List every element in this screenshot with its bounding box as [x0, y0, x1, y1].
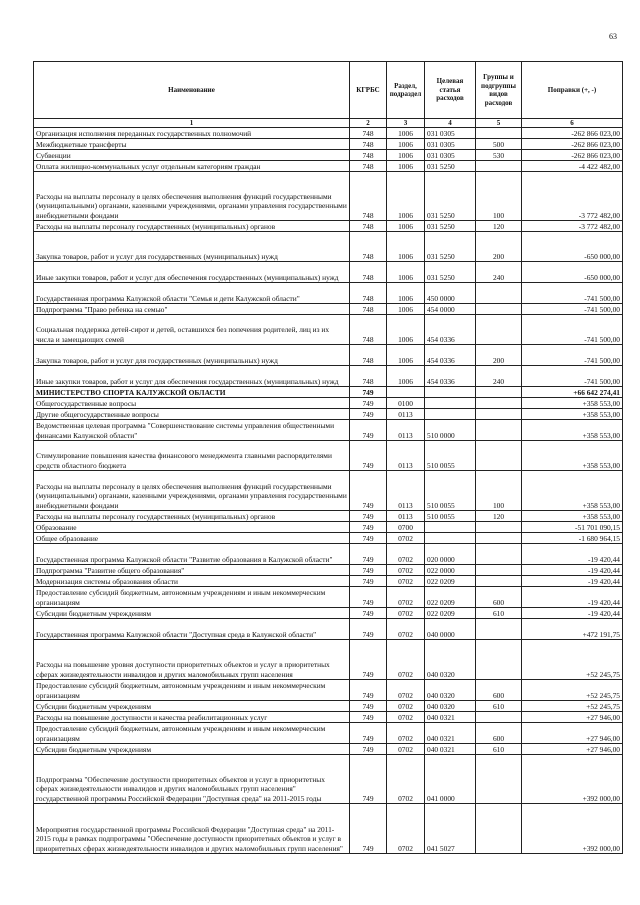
table-row: [34, 804, 623, 854]
row-article: [425, 387, 476, 398]
row-name: Расходы на выплаты персоналу государственных (муниципальных) органов: [34, 221, 350, 232]
row-name: Закупка товаров, работ и услуг для государственных (муниципальных) нужд: [34, 345, 350, 366]
row-article: 040 0320: [425, 680, 476, 701]
row-name: Субсидии бюджетным учреждениям: [34, 701, 350, 712]
row-section: 0702: [387, 755, 425, 804]
row-kgrbs: 749: [350, 544, 387, 565]
row-name: Подпрограмма "Обеспечение доступности приоритетных объектов и услуг в приоритетных сферах жизнедеятельности инвалидов и других маломобильных групп населения" государственной программы Российской Федерации "Доступная среда" на 2011-2015 годы: [34, 755, 350, 804]
table-row: [34, 640, 623, 680]
row-kgrbs: 749: [350, 723, 387, 744]
row-article: 022 0209: [425, 576, 476, 587]
row-name: Организация исполнения переданных государственных полномочий: [34, 128, 350, 139]
row-amount: -741 500,00: [522, 315, 623, 345]
row-group: [476, 161, 522, 172]
table-row: [34, 533, 623, 544]
row-amount: -3 772 482,00: [522, 221, 623, 232]
row-article: 031 5250: [425, 221, 476, 232]
row-article: 510 0055: [425, 441, 476, 471]
row-section: 0702: [387, 544, 425, 565]
table-row: [34, 315, 623, 345]
row-section: 0702: [387, 619, 425, 640]
table-row: [34, 755, 623, 804]
row-group: [476, 409, 522, 420]
row-article: 031 5250: [425, 161, 476, 172]
row-name: Иные закупки товаров, работ и услуг для обеспечения государственных (муниципальных) нужд: [34, 262, 350, 283]
row-article: 510 0055: [425, 511, 476, 522]
row-section: 0113: [387, 409, 425, 420]
row-article: 031 0305: [425, 128, 476, 139]
row-name: Стимулирование повышения качества финансового менеджмента главными распорядителями средств областного бюджета: [34, 441, 350, 471]
row-kgrbs: 749: [350, 744, 387, 755]
row-kgrbs: 749: [350, 755, 387, 804]
column-number: 1: [34, 119, 350, 128]
table-row: [34, 304, 623, 315]
row-article: 031 5250: [425, 262, 476, 283]
row-kgrbs: 748: [350, 345, 387, 366]
row-section: 0702: [387, 608, 425, 619]
table-row: [34, 262, 623, 283]
row-kgrbs: 749: [350, 565, 387, 576]
row-kgrbs: 748: [350, 315, 387, 345]
row-kgrbs: 749: [350, 441, 387, 471]
table-row: [34, 619, 623, 640]
row-amount: +27 946,00: [522, 723, 623, 744]
row-group: [476, 640, 522, 680]
row-name: Расходы на повышение уровня доступности приоритетных объектов и услуг в приоритетных сферах жизнедеятельности инвалидов и других маломобильных групп населения: [34, 640, 350, 680]
row-article: 022 0209: [425, 587, 476, 608]
row-section: 0100: [387, 398, 425, 409]
row-section: 0702: [387, 565, 425, 576]
row-kgrbs: 749: [350, 471, 387, 511]
row-kgrbs: 749: [350, 533, 387, 544]
row-article: 040 0321: [425, 712, 476, 723]
row-amount: -51 701 090,15: [522, 522, 623, 533]
row-group: [476, 544, 522, 565]
row-article: 450 0000: [425, 283, 476, 304]
row-name: Образование: [34, 522, 350, 533]
row-group: 240: [476, 262, 522, 283]
row-amount: +358 553,00: [522, 441, 623, 471]
row-article: 040 0321: [425, 723, 476, 744]
row-article: 510 0000: [425, 420, 476, 441]
row-name: Социальная поддержка детей-сирот и детей, оставшихся без попечения родителей, лиц из их числа и замещающих семей: [34, 315, 350, 345]
table-row: [34, 139, 623, 150]
row-name: Государственная программа Калужской области "Развитие образования в Калужской области": [34, 544, 350, 565]
row-amount: -650 000,00: [522, 232, 623, 262]
row-article: 022 0000: [425, 565, 476, 576]
row-amount: +358 553,00: [522, 409, 623, 420]
row-kgrbs: 749: [350, 619, 387, 640]
row-group: 610: [476, 701, 522, 712]
row-group: 200: [476, 232, 522, 262]
row-group: [476, 712, 522, 723]
table-body: [34, 128, 623, 854]
budget-amendments-table: [33, 61, 623, 854]
row-article: 040 0000: [425, 619, 476, 640]
row-article: [425, 409, 476, 420]
table-row: [34, 398, 623, 409]
row-amount: +392 000,00: [522, 804, 623, 854]
row-amount: -741 500,00: [522, 304, 623, 315]
row-kgrbs: 749: [350, 420, 387, 441]
table-row: [34, 345, 623, 366]
table-row: [34, 701, 623, 712]
row-article: 040 0320: [425, 640, 476, 680]
row-article: 040 0321: [425, 744, 476, 755]
table-row: [34, 128, 623, 139]
column-number: 4: [425, 119, 476, 128]
row-article: 454 0336: [425, 315, 476, 345]
row-group: [476, 804, 522, 854]
table-row: [34, 172, 623, 221]
row-article: 031 0305: [425, 139, 476, 150]
row-group: [476, 420, 522, 441]
row-kgrbs: 748: [350, 304, 387, 315]
row-name: Общегосударственные вопросы: [34, 398, 350, 409]
header-name: Наименование: [34, 62, 350, 119]
row-group: [476, 619, 522, 640]
row-amount: +358 553,00: [522, 471, 623, 511]
row-article: 031 0305: [425, 150, 476, 161]
row-group: [476, 398, 522, 409]
row-article: 031 5250: [425, 232, 476, 262]
row-article: [425, 522, 476, 533]
row-kgrbs: 749: [350, 511, 387, 522]
column-number: 6: [522, 119, 623, 128]
row-kgrbs: 748: [350, 366, 387, 387]
row-section: 1006: [387, 232, 425, 262]
row-kgrbs: 749: [350, 587, 387, 608]
header-article: Целевая статья расходов: [425, 62, 476, 119]
row-amount: -262 866 023,00: [522, 139, 623, 150]
table-row: [34, 744, 623, 755]
row-group: 500: [476, 139, 522, 150]
row-kgrbs: 748: [350, 283, 387, 304]
table-row: [34, 232, 623, 262]
row-name: Государственная программа Калужской области "Доступная среда в Калужской области": [34, 619, 350, 640]
row-amount: -741 500,00: [522, 366, 623, 387]
table-row: [34, 420, 623, 441]
row-amount: -741 500,00: [522, 283, 623, 304]
row-kgrbs: 748: [350, 150, 387, 161]
row-amount: +472 191,75: [522, 619, 623, 640]
row-section: 0113: [387, 420, 425, 441]
row-amount: +358 553,00: [522, 420, 623, 441]
row-section: 0702: [387, 712, 425, 723]
row-amount: -262 866 023,00: [522, 128, 623, 139]
row-group: 610: [476, 608, 522, 619]
row-group: [476, 387, 522, 398]
row-name: Субсидии бюджетным учреждениям: [34, 744, 350, 755]
row-group: 240: [476, 366, 522, 387]
header-section: Раздел, подраздел: [387, 62, 425, 119]
row-name: Закупка товаров, работ и услуг для государственных (муниципальных) нужд: [34, 232, 350, 262]
row-article: 040 0320: [425, 701, 476, 712]
row-kgrbs: 749: [350, 608, 387, 619]
table-row: [34, 565, 623, 576]
column-number: 3: [387, 119, 425, 128]
row-section: 1006: [387, 221, 425, 232]
row-name: Общее образование: [34, 533, 350, 544]
row-name: Субвенции: [34, 150, 350, 161]
row-section: [387, 387, 425, 398]
row-kgrbs: 749: [350, 640, 387, 680]
row-article: 020 0000: [425, 544, 476, 565]
row-name: Другие общегосударственные вопросы: [34, 409, 350, 420]
row-section: 0702: [387, 587, 425, 608]
table-row: [34, 387, 623, 398]
row-kgrbs: 748: [350, 139, 387, 150]
row-group: 530: [476, 150, 522, 161]
row-amount: -650 000,00: [522, 262, 623, 283]
row-kgrbs: 748: [350, 232, 387, 262]
row-section: 0113: [387, 441, 425, 471]
row-group: 100: [476, 172, 522, 221]
row-article: 454 0336: [425, 345, 476, 366]
row-name: Подпрограмма "Право ребенка на семью": [34, 304, 350, 315]
row-kgrbs: 749: [350, 387, 387, 398]
row-section: 0702: [387, 723, 425, 744]
row-name: Расходы на выплаты персоналу в целях обеспечения выполнения функций государственными (муниципальными) органами, казенными учреждениями, органами управления государственными внебюджетными фондами: [34, 471, 350, 511]
row-amount: -3 772 482,00: [522, 172, 623, 221]
table-row: [34, 576, 623, 587]
table-row: [34, 150, 623, 161]
row-section: 1006: [387, 283, 425, 304]
row-amount: -262 866 023,00: [522, 150, 623, 161]
row-kgrbs: 749: [350, 804, 387, 854]
table-row: [34, 366, 623, 387]
row-amount: +52 245,75: [522, 701, 623, 712]
row-group: 120: [476, 511, 522, 522]
row-kgrbs: 749: [350, 680, 387, 701]
table-row: [34, 161, 623, 172]
row-amount: -19 420,44: [522, 587, 623, 608]
row-name: Предоставление субсидий бюджетным, автономным учреждениям и иным некоммерческим организациям: [34, 723, 350, 744]
row-group: [476, 304, 522, 315]
row-group: 200: [476, 345, 522, 366]
row-amount: -1 680 964,15: [522, 533, 623, 544]
row-amount: -4 422 482,00: [522, 161, 623, 172]
row-amount: -19 420,44: [522, 576, 623, 587]
row-section: 0700: [387, 522, 425, 533]
row-group: 120: [476, 221, 522, 232]
row-article: 041 5027: [425, 804, 476, 854]
table-row: [34, 283, 623, 304]
row-group: [476, 533, 522, 544]
row-section: 0702: [387, 640, 425, 680]
row-name: МИНИСТЕРСТВО СПОРТА КАЛУЖСКОЙ ОБЛАСТИ: [34, 387, 350, 398]
row-kgrbs: 749: [350, 398, 387, 409]
table-row: [34, 544, 623, 565]
table-row: [34, 409, 623, 420]
row-article: 022 0209: [425, 608, 476, 619]
row-amount: +358 553,00: [522, 511, 623, 522]
row-name: Модернизация системы образования области: [34, 576, 350, 587]
row-amount: +392 000,00: [522, 755, 623, 804]
row-section: 1006: [387, 315, 425, 345]
row-section: 0702: [387, 804, 425, 854]
row-amount: +27 946,00: [522, 744, 623, 755]
row-article: 454 0000: [425, 304, 476, 315]
row-name: Оплата жилищно-коммунальных услуг отдельным категориям граждан: [34, 161, 350, 172]
row-name: Подпрограмма "Развитие общего образования": [34, 565, 350, 576]
row-section: 1006: [387, 139, 425, 150]
row-section: 1006: [387, 304, 425, 315]
row-group: [476, 441, 522, 471]
row-group: [476, 565, 522, 576]
table-row: [34, 723, 623, 744]
column-number-row: [34, 119, 623, 128]
row-article: [425, 533, 476, 544]
row-section: 1006: [387, 172, 425, 221]
row-name: Государственная программа Калужской области "Семья и дети Калужской области": [34, 283, 350, 304]
column-number: 5: [476, 119, 522, 128]
page-number: 63: [609, 32, 617, 41]
row-name: Ведомственная целевая программа "Совершенствование системы управления общественными финансами Калужской области": [34, 420, 350, 441]
row-article: 031 5250: [425, 172, 476, 221]
row-group: 600: [476, 680, 522, 701]
row-section: 1006: [387, 262, 425, 283]
row-kgrbs: 749: [350, 712, 387, 723]
row-amount: +66 642 274,41: [522, 387, 623, 398]
row-name: Предоставление субсидий бюджетным, автономным учреждениям и иным некоммерческим организациям: [34, 587, 350, 608]
row-group: [476, 522, 522, 533]
row-amount: -741 500,00: [522, 345, 623, 366]
row-article: 454 0336: [425, 366, 476, 387]
row-article: 041 0000: [425, 755, 476, 804]
row-section: 1006: [387, 150, 425, 161]
row-section: 0702: [387, 680, 425, 701]
row-section: 0113: [387, 511, 425, 522]
header-amount: Поправки (+, -): [522, 62, 623, 119]
header-kgrbs: КГРБС: [350, 62, 387, 119]
table-row: [34, 712, 623, 723]
row-group: 100: [476, 471, 522, 511]
row-section: 1006: [387, 345, 425, 366]
row-amount: +27 946,00: [522, 712, 623, 723]
row-section: 1006: [387, 128, 425, 139]
row-amount: -19 420,44: [522, 608, 623, 619]
table-row: [34, 221, 623, 232]
row-amount: +52 245,75: [522, 640, 623, 680]
row-name: Предоставление субсидий бюджетным, автономным учреждениям и иным некоммерческим организациям: [34, 680, 350, 701]
header-group: Группы и подгруппы видов расходов: [476, 62, 522, 119]
row-group: 600: [476, 587, 522, 608]
row-kgrbs: 749: [350, 409, 387, 420]
row-kgrbs: 748: [350, 161, 387, 172]
row-kgrbs: 748: [350, 262, 387, 283]
table-row: [34, 471, 623, 511]
row-article: 510 0055: [425, 471, 476, 511]
row-name: Расходы на выплаты персоналу государственных (муниципальных) органов: [34, 511, 350, 522]
row-group: [476, 315, 522, 345]
table-row: [34, 680, 623, 701]
row-article: [425, 398, 476, 409]
row-section: 0702: [387, 701, 425, 712]
row-group: [476, 755, 522, 804]
row-group: 600: [476, 723, 522, 744]
row-section: 1006: [387, 161, 425, 172]
row-name: Иные закупки товаров, работ и услуг для обеспечения государственных (муниципальных) нужд: [34, 366, 350, 387]
row-amount: +52 245,75: [522, 680, 623, 701]
row-section: 0702: [387, 744, 425, 755]
row-name: Межбюджетные трансферты: [34, 139, 350, 150]
row-group: 610: [476, 744, 522, 755]
row-name: Субсидии бюджетным учреждениям: [34, 608, 350, 619]
table-header-row: [34, 62, 623, 119]
row-amount: +358 553,00: [522, 398, 623, 409]
row-name: Расходы на выплаты персоналу в целях обеспечения выполнения функций государственными (муниципальными) органами, казенными учреждениями, органами управления государственными внебюджетными фондами: [34, 172, 350, 221]
column-number: 2: [350, 119, 387, 128]
row-kgrbs: 748: [350, 172, 387, 221]
row-kgrbs: 748: [350, 128, 387, 139]
row-amount: -19 420,44: [522, 565, 623, 576]
table-row: [34, 522, 623, 533]
row-name: Мероприятия государственной программы Российской Федерации "Доступная среда" на 2011-2015 годы в рамках подпрограммы "Обеспечение доступности приоритетных объектов и услуг в приоритетных сферах жизнедеятельности инвалидов и других маломобильных групп населения": [34, 804, 350, 854]
table-row: [34, 441, 623, 471]
row-group: [476, 576, 522, 587]
row-section: 0113: [387, 471, 425, 511]
table-row: [34, 511, 623, 522]
table-row: [34, 587, 623, 608]
row-group: [476, 283, 522, 304]
row-name: Расходы на повышение доступности и качества реабилитационных услуг: [34, 712, 350, 723]
row-kgrbs: 748: [350, 221, 387, 232]
row-section: 0702: [387, 576, 425, 587]
row-kgrbs: 749: [350, 522, 387, 533]
row-amount: -19 420,44: [522, 544, 623, 565]
table-row: [34, 608, 623, 619]
row-section: 0702: [387, 533, 425, 544]
row-kgrbs: 749: [350, 701, 387, 712]
row-section: 1006: [387, 366, 425, 387]
row-kgrbs: 749: [350, 576, 387, 587]
row-group: [476, 128, 522, 139]
